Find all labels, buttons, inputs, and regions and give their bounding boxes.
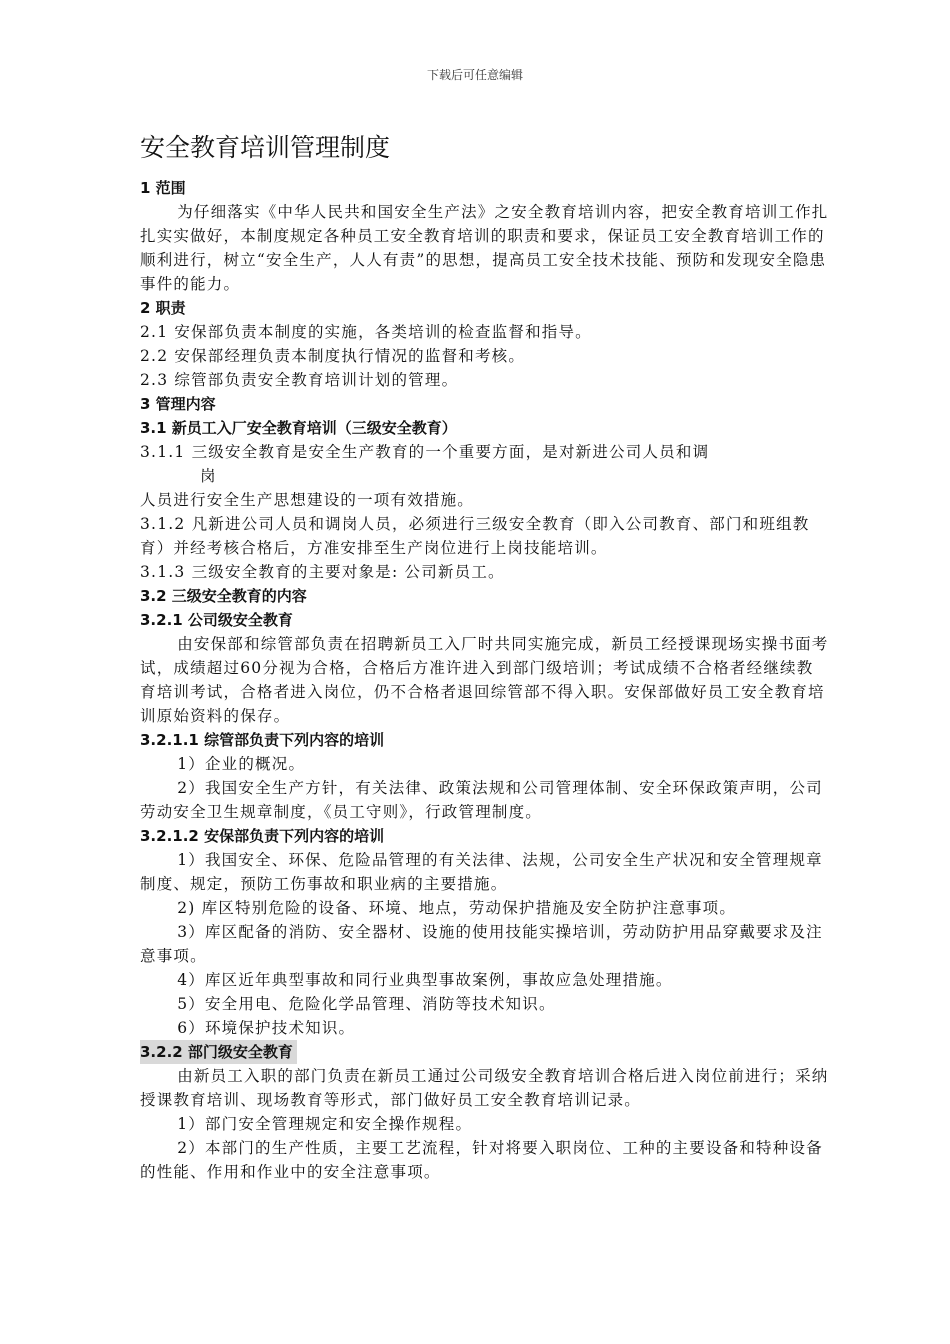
paragraph: 为仔细落实《中华人民共和国安全生产法》之安全教育培训内容，把安全教育培训工作扎扎实实做好，本制度规定各种员工安全教育培训的职责和要求，保证员工安全教育培训工作的顺利进行，树立“安全生产，人人有责”的思想，提高员工安全技术技能、预防和发现安全隐患事件的能力。 (140, 203, 829, 293)
section-heading (140, 824, 830, 848)
paragraph: 由安保部和综管部负责在招聘新员工入厂时共同实施完成，新员工经授课现场实操书面考试，成绩超过60分视为合格，合格后方准许进入到部门级培训；考试成绩不合格者经继续教育培训考试，合格者进入岗位，仍不合格者退回综管部不得入职。安保部做好员工安全教育培训原始资料的保存。 (140, 635, 829, 725)
paragraph: 由新员工入职的部门负责在新员工通过公司级安全教育培训合格后进入岗位前进行；采纳授课教育培训、现场教育等形式，部门做好员工安全教育培训记录。 (140, 1067, 829, 1109)
section-heading (140, 728, 830, 752)
section-heading-text: 3 管理内容 (140, 395, 216, 413)
paragraph: 6）环境保护技术知识。 (177, 1019, 356, 1037)
paragraph: 3.1.1 三级安全教育是安全生产教育的一个重要方面，是对新进公司人员和调 (140, 443, 710, 461)
section-heading-text: 3.2 三级安全教育的内容 (140, 587, 307, 605)
paragraph: 3）库区配备的消防、安全器材、设施的使用技能实操培训，劳动防护用品穿戴要求及注意事项。 (140, 923, 823, 965)
paragraph: 2）本部门的生产性质，主要工艺流程，针对将要入职岗位、工种的主要设备和特种设备的性能、作用和作业中的安全注意事项。 (140, 1139, 823, 1181)
section-heading-text: 3.2.1.1 综管部负责下列内容的培训 (140, 731, 385, 749)
section-heading (140, 584, 830, 608)
paragraph: 岗 (200, 467, 217, 485)
paragraph: 3.1.2 凡新进公司人员和调岗人员，必须进行三级安全教育（即入公司教育、部门和班组教育）并经考核合格后，方准安排至生产岗位进行上岗技能培训。 (140, 515, 810, 557)
paragraph: 2.1 安保部负责本制度的实施，各类培训的检查监督和指导。 (140, 323, 592, 341)
section-heading (140, 608, 830, 632)
document-title: 安全教育培训管理制度 (140, 133, 391, 162)
section-heading-text: 3.1 新员工入厂安全教育培训（三级安全教育） (140, 419, 457, 437)
header-note: 下载后可任意编辑 (426, 68, 523, 82)
paragraph: 2）我国安全生产方针，有关法律、政策法规和公司管理体制、安全环保政策声明，公司劳动安全卫生规章制度，《员工守则》，行政管理制度。 (140, 779, 823, 821)
section-heading-text: 3.2.1 公司级安全教育 (140, 611, 293, 629)
document-body (140, 130, 830, 1184)
section-heading (140, 296, 830, 320)
section-heading (140, 176, 830, 200)
paragraph: 人员进行安全生产思想建设的一项有效措施。 (140, 491, 475, 509)
paragraph: 4）库区近年典型事故和同行业典型事故案例，事故应急处理措施。 (177, 971, 673, 989)
paragraph: 2.3 综管部负责安全教育培训计划的管理。 (140, 371, 459, 389)
section-heading-text: 3.2.2 部门级安全教育 (140, 1040, 297, 1064)
section-heading (140, 1040, 830, 1064)
section-heading-text: 1 范围 (140, 179, 186, 197)
paragraph: 1）部门安全管理规定和安全操作规程。 (177, 1115, 473, 1133)
document-sections (140, 176, 830, 1184)
section-heading-text: 3.2.1.2 安保部负责下列内容的培训 (140, 827, 385, 845)
paragraph: 3.1.3 三级安全教育的主要对象是: 公司新员工。 (140, 563, 505, 581)
section-heading (140, 392, 830, 416)
paragraph: 5）安全用电、危险化学品管理、消防等技术知识。 (177, 995, 556, 1013)
section-heading-text: 2 职责 (140, 299, 186, 317)
paragraph: 2) 库区特别危险的设备、环境、地点，劳动保护措施及安全防护注意事项。 (177, 899, 737, 917)
section-heading (140, 416, 830, 440)
paragraph: 2.2 安保部经理负责本制度执行情况的监督和考核。 (140, 347, 526, 365)
paragraph: 1）我国安全、环保、危险品管理的有关法律、法规，公司安全生产状况和安全管理规章制度、规定，预防工伤事故和职业病的主要措施。 (140, 851, 823, 893)
paragraph: 1）企业的概况。 (177, 755, 306, 773)
